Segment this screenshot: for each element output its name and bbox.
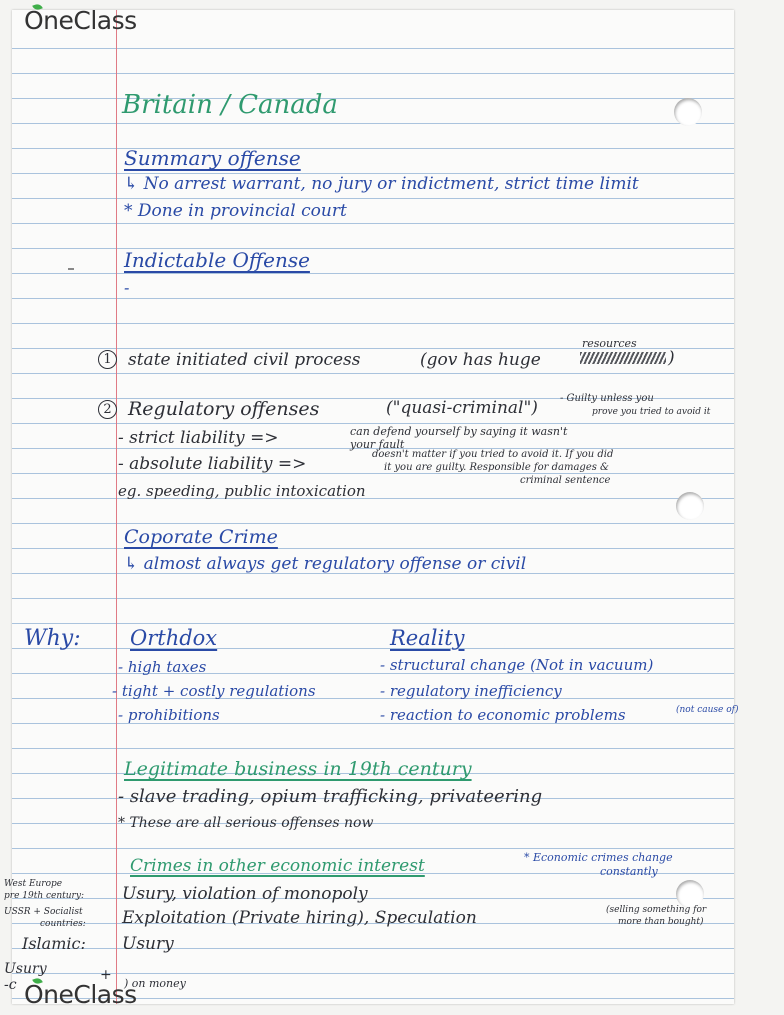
bottom-text: ) on money bbox=[124, 977, 186, 990]
item-2-example: eg. speeding, public intoxication bbox=[118, 482, 366, 500]
corporate-heading: Coporate Crime bbox=[124, 526, 278, 548]
row-1-text: Usury, violation of monopoly bbox=[122, 884, 368, 904]
crimes-note-1: * Economic crimes change bbox=[524, 851, 673, 864]
strict-note-2: your fault bbox=[350, 438, 405, 451]
summary-line-1: ↳ No arrest warrant, no jury or indictment, strict time limit bbox=[124, 174, 639, 194]
reality-heading: Reality bbox=[390, 626, 465, 650]
bottom-plus: + bbox=[100, 967, 112, 983]
why-label: Why: bbox=[24, 626, 81, 651]
item-1-paren: (gov has huge bbox=[420, 350, 541, 370]
row-1-label-2: pre 19th century: bbox=[4, 891, 84, 901]
summary-heading: Summary offense bbox=[124, 146, 301, 170]
oneclass-logo-top: OneClass bbox=[24, 6, 137, 35]
not-cause-note: (not cause of) bbox=[676, 705, 739, 715]
crimes-heading: Crimes in other economic interest bbox=[130, 856, 425, 876]
item-2-text: Regulatory offenses bbox=[128, 398, 320, 420]
bottom-left-usury: Usury bbox=[4, 961, 47, 977]
indictable-dash: - bbox=[124, 278, 130, 297]
item-1-text: state initiated civil process bbox=[128, 350, 361, 370]
reality-item-3: - reaction to economic problems bbox=[380, 706, 626, 724]
row-3-label: Islamic: bbox=[22, 934, 86, 953]
strict-liability: - strict liability => bbox=[118, 428, 279, 448]
absolute-note-1: doesn't matter if you tried to avoid it. If you did bbox=[372, 449, 614, 460]
binder-hole-top bbox=[674, 98, 702, 126]
row-2-label: USSR + Socialist bbox=[4, 907, 83, 917]
row-3-text: Usury bbox=[122, 934, 174, 954]
row-2-note-2: more than bought) bbox=[618, 917, 704, 927]
row-1-label: West Europe bbox=[4, 879, 63, 889]
margin-line bbox=[116, 10, 117, 1004]
legit-heading: Legitimate business in 19th century bbox=[124, 758, 472, 780]
summary-line-2: * Done in provincial court bbox=[124, 201, 347, 221]
orthodox-item-3: - prohibitions bbox=[118, 706, 220, 724]
absolute-note-3: criminal sentence bbox=[520, 475, 611, 486]
strict-note-1: can defend yourself by saying it wasn't bbox=[350, 425, 568, 438]
crimes-note-2: constantly bbox=[600, 865, 658, 878]
row-2-text: Exploitation (Private hiring), Speculation bbox=[122, 908, 477, 928]
oneclass-logo-bottom: OneClass bbox=[24, 980, 137, 1009]
indictable-heading: Indictable Offense bbox=[124, 248, 310, 272]
legit-line-1: - slave trading, opium trafficking, privateering bbox=[118, 786, 543, 807]
item-1-marker: 1 bbox=[98, 350, 117, 369]
bottom-left-cut: -c bbox=[4, 977, 17, 993]
legit-line-2: * These are all serious offenses now bbox=[118, 815, 374, 831]
binder-hole-bottom bbox=[676, 880, 704, 908]
binder-hole-middle bbox=[676, 492, 704, 520]
margin-tick bbox=[68, 268, 74, 270]
reality-item-2: - regulatory inefficiency bbox=[380, 682, 562, 700]
orthodox-item-2: - tight + costly regulations bbox=[112, 682, 316, 700]
page-title: Britain / Canada bbox=[122, 90, 338, 120]
item-2-marker: 2 bbox=[98, 400, 117, 419]
row-2-label-2: countries: bbox=[40, 919, 86, 929]
reality-item-1: - structural change (Not in vacuum) bbox=[380, 656, 654, 674]
absolute-note-2: it you are guilty. Responsible for damages & bbox=[384, 462, 609, 473]
row-2-note-1: (selling something for bbox=[606, 905, 707, 915]
item-2-quasi: ("quasi-criminal") bbox=[386, 398, 538, 418]
crossed-out-word bbox=[580, 352, 666, 364]
item-1-paren-end: ) bbox=[668, 348, 675, 368]
item-2-side-note-1: - Guilty unless you bbox=[560, 393, 654, 404]
absolute-liability: - absolute liability => bbox=[118, 454, 307, 474]
orthodox-item-1: - high taxes bbox=[118, 658, 207, 676]
corporate-line: ↳ almost always get regulatory offense or civil bbox=[124, 554, 527, 574]
item-1-resources: resources bbox=[582, 337, 637, 350]
item-2-side-note-2: prove you tried to avoid it bbox=[592, 407, 711, 417]
orthodox-heading: Orthdox bbox=[130, 626, 218, 650]
